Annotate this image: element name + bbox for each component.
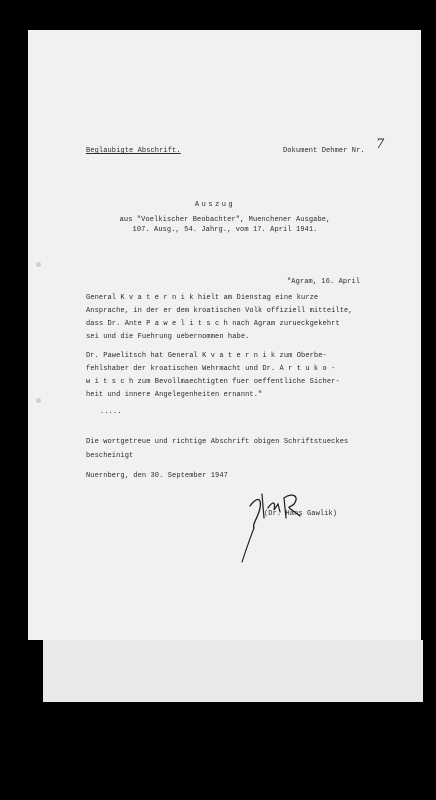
document-number: 7 [376,137,385,152]
punch-hole [36,262,41,267]
document-title: Auszug [194,201,236,209]
ellipsis: ..... [100,408,122,416]
certification-line: bescheinigt [86,452,134,460]
para2-line: w i t s c h zum Bevollmaechtigten fuer oeffentliche Sicher- [86,378,340,386]
source-line-2: 107. Ausg., 54. Jahrg., vom 17. April 1941. [132,226,318,234]
signer-name: (Dr. Hans Gawlik) [264,510,338,518]
para1-line: dass Dr. Ante P a w e l i t s c h nach Agram zurueckgekehrt [86,320,340,328]
punch-hole [36,398,41,403]
para2-line: fehlshaber der kroatischen Wehrmacht und Dr. A r t u k o - [86,365,336,373]
handwritten-signature [240,488,314,568]
place-date: Nuernberg, den 30. September 1947 [86,472,228,480]
header-document-label: Dokument Dehmer Nr. [283,147,365,155]
para1-line: Ansprache, in der er dem kroatischen Volk offiziell mitteilte, [86,307,353,315]
certification-line: Die wortgetreue und richtige Abschrift obigen Schriftstueckes [86,438,349,446]
header-certified-copy: Beglaubigte Abschrift. [86,147,181,155]
source-line-1: aus "Voelkischer Beobachter", Muenchener Ausgabe, [119,216,331,224]
para1-line: General K v a t e r n i k hielt am Dienstag eine kurze [86,294,319,302]
para1-line: sei und die Fuehrung uebernommen habe. [86,333,250,341]
dateline: "Agram, 16. April [287,278,361,286]
para2-line: Dr. Pawelitsch hat General K v a t e r n i k zum Oberbe- [86,352,327,360]
page-bottom-edge [43,640,423,702]
para2-line: heit und innere Angelegenheiten ernannt." [86,391,263,399]
